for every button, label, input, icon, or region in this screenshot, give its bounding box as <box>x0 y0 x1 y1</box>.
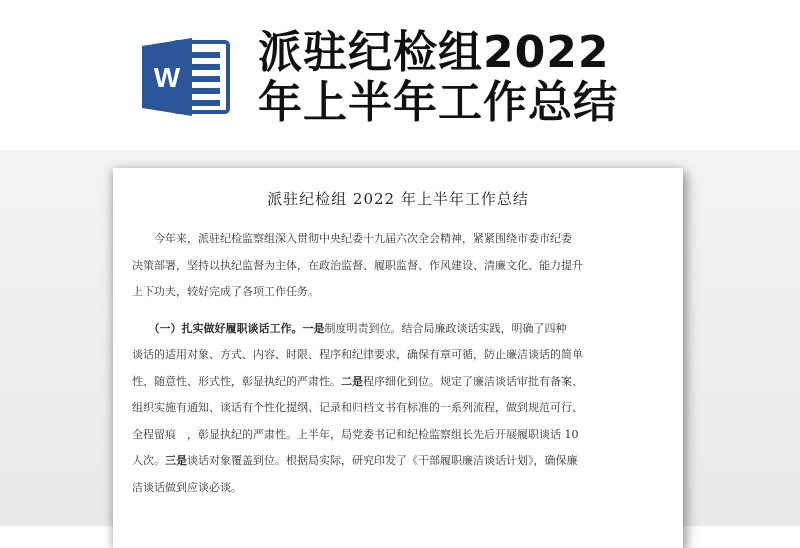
paragraph-2-line: 全程留痕 ，彰显执纪的严肃性。上半年，局党委书记和纪检监察组长先后开展履职谈话 10 <box>132 427 579 441</box>
paragraph-2-line: 谈话的适用对象、方式、内容、时限、程序和纪律要求，确保有章可循，防止廉洁谈话的简单 <box>132 348 583 361</box>
banner-title <box>258 28 778 128</box>
word-doc-icon <box>140 34 232 120</box>
paragraph-text: 人次。 <box>132 454 165 467</box>
document-body <box>132 226 662 501</box>
document-title: 派驻纪检组 2022 年上半年工作总结 <box>267 190 529 208</box>
paragraph-2-line <box>132 369 662 396</box>
word-logo-letter: W <box>153 62 181 93</box>
paragraph-1-line: 上下功夫，较好完成了各项工作任务。 <box>132 285 319 298</box>
banner-title-line1: 派驻纪检组2022 <box>258 27 610 78</box>
paragraph-2-line: 组织实施有通知、谈话有个性化提纲、记录和归档文书有标准的一系列流程，做到规范可行、 <box>132 401 583 414</box>
paragraph-2-line: 洁谈话做到应谈必谈。 <box>132 480 242 494</box>
paragraph-1-line: 今年来，派驻纪检监察组深入贯彻中央纪委十九届六次全会精神，紧紧围绕市委市纪委 <box>132 232 572 245</box>
paragraph-text: 性、随意性、形式性，彰显执纪的严肃性。 <box>132 374 341 388</box>
paragraph-2-line <box>132 316 662 343</box>
point-label: 三是 <box>165 454 187 467</box>
banner-header <box>0 0 800 150</box>
banner-title-line2: 年上半年工作总结 <box>258 77 618 128</box>
paragraph-text: 程序细化到位。规定了廉洁谈话审批有备案、 <box>363 374 583 388</box>
document-page <box>113 168 683 548</box>
point-label: 二是 <box>341 374 363 388</box>
point-label: 一是 <box>302 321 325 335</box>
section-heading: （一）扎实做好履职谈话工作。 <box>132 321 303 335</box>
paragraph-2-line <box>132 448 662 475</box>
paragraph-1-line: 决策部署，坚持以执纪监督为主体，在政治监督、履职监督、作风建设、清廉文化、能力提升 <box>132 258 583 272</box>
paragraph-text: 谈话对象覆盖到位。根据局实际，研究印发了《干部履职廉洁谈话计划》，确保廉 <box>187 454 578 467</box>
paragraph-text: 制度明责到位。结合局廉政谈话实践，明确了四种 <box>324 321 567 335</box>
